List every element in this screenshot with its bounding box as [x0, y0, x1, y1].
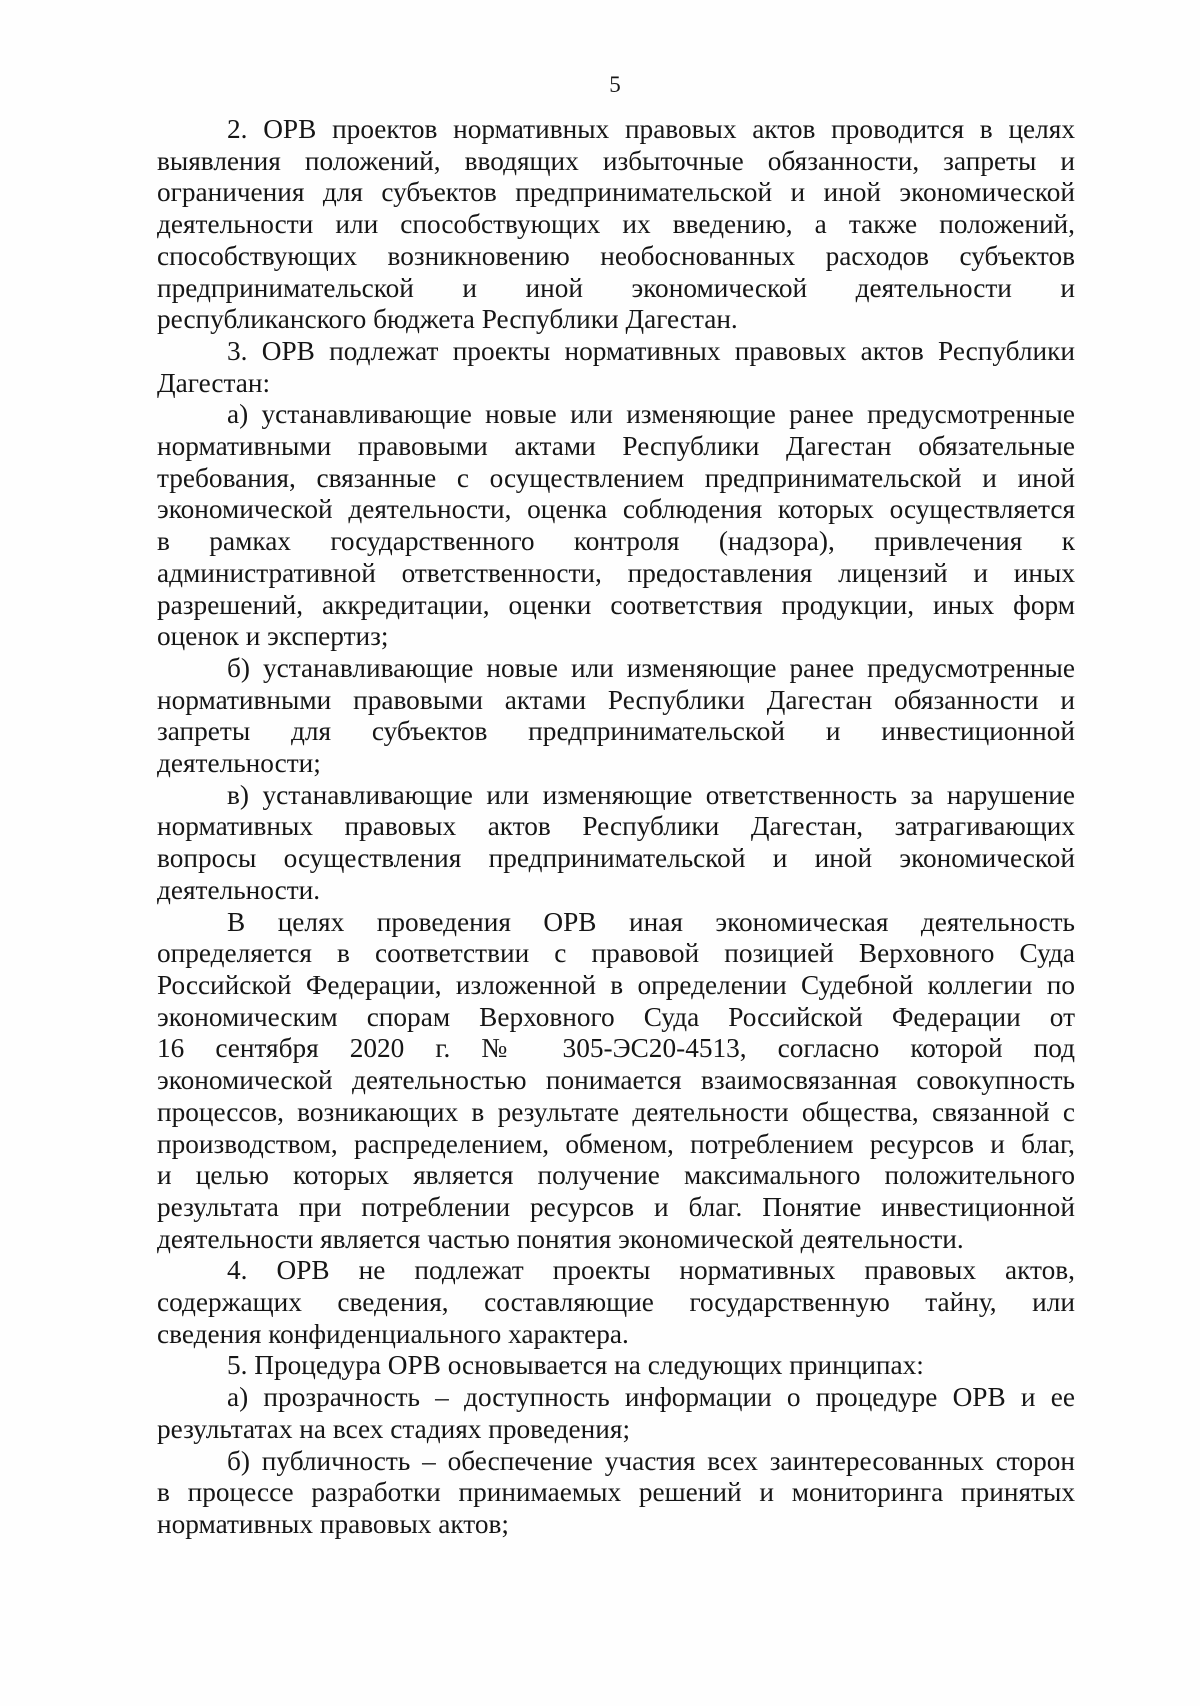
text-line: содержащих сведения, составляющие государственную тайну, или — [157, 1287, 1075, 1318]
page-number: 5 — [609, 72, 621, 97]
text-line: деятельности; — [157, 748, 321, 779]
text-line: 2. ОРВ проектов нормативных правовых актов проводится в целях — [227, 114, 1075, 144]
text-line: 5. Процедура ОРВ основывается на следующих принципах: — [227, 1350, 924, 1381]
text-line: деятельности является частью понятия экономической деятельности. — [157, 1223, 964, 1254]
text-line: результатах на всех стадиях проведения; — [157, 1413, 631, 1444]
text-line: нормативными правовыми актами Республики Дагестан обязанности и — [157, 684, 1075, 715]
paragraph — [157, 1446, 1075, 1541]
text-line: результата при потреблении ресурсов и благ. Понятие инвестиционной — [157, 1191, 1075, 1222]
text-line: в процессе разработки принимаемых решений и мониторинга принятых — [157, 1477, 1075, 1508]
text-line: Дагестан: — [157, 367, 271, 398]
paragraph — [157, 1382, 1075, 1445]
text-line: экономической деятельности, оценка соблюдения которых осуществляется — [157, 494, 1075, 525]
paragraph — [157, 1350, 1075, 1382]
text-line: б) публичность – обеспечение участия всех заинтересованных сторон — [227, 1445, 1075, 1476]
text-line: 4. ОРВ не подлежат проекты нормативных правовых актов, — [227, 1255, 1075, 1286]
text-line: Российской Федерации, изложенной в определении Судебной коллегии по — [157, 969, 1075, 1000]
text-line: республиканского бюджета Республики Дагестан. — [157, 304, 738, 335]
paragraph — [157, 114, 1075, 336]
text-line: б) устанавливающие новые или изменяющие ранее предусмотренные — [227, 652, 1075, 683]
text-line: предпринимательской и иной экономической деятельности и — [157, 272, 1075, 303]
text-line: и целью которых является получение максимального положительного — [157, 1160, 1075, 1191]
text-line: административной ответственности, предоставления лицензий и иных — [157, 557, 1075, 588]
text-line: способствующих возникновению необоснованных расходов субъектов — [157, 240, 1075, 271]
text-line: нормативных правовых актов Республики Дагестан, затрагивающих — [157, 811, 1075, 842]
text-line: экономическим спорам Верховного Суда Российской Федерации от — [157, 1001, 1075, 1032]
document-body — [157, 114, 1075, 1541]
text-line: процессов, возникающих в результате деятельности общества, связанной с — [157, 1096, 1075, 1127]
text-line: требования, связанные с осуществлением предпринимательской и иной — [157, 462, 1075, 493]
text-line: В целях проведения ОРВ иная экономическая деятельность — [227, 906, 1075, 937]
text-line: деятельности или способствующих их введению, а также положений, — [157, 209, 1075, 240]
paragraph — [157, 780, 1075, 907]
text-line: нормативными правовыми актами Республики Дагестан обязательные — [157, 431, 1075, 462]
text-line: а) прозрачность – доступность информации о процедуре ОРВ и ее — [227, 1382, 1075, 1413]
text-line: сведения конфиденциального характера. — [157, 1318, 629, 1349]
paragraph — [157, 399, 1075, 653]
text-line: экономической деятельностью понимается взаимосвязанная совокупность — [157, 1065, 1075, 1096]
text-line: выявления положений, вводящих избыточные обязанности, запреты и — [157, 145, 1075, 176]
text-line: определяется в соответствии с правовой позицией Верховного Суда — [157, 938, 1075, 969]
text-line: а) устанавливающие новые или изменяющие ранее предусмотренные — [227, 399, 1075, 430]
paragraph — [157, 336, 1075, 399]
text-line: вопросы осуществления предпринимательской и иной экономической — [157, 843, 1075, 874]
paragraph — [157, 1255, 1075, 1350]
text-line: в рамках государственного контроля (надзора), привлечения к — [157, 526, 1075, 557]
text-line: 16 сентября 2020 г. № 305-ЭС20-4513, согласно которой под — [157, 1033, 1075, 1064]
paragraph — [157, 907, 1075, 1256]
text-line: производством, распределением, обменом, потреблением ресурсов и благ, — [157, 1128, 1075, 1159]
text-line: оценок и экспертиз; — [157, 621, 389, 652]
text-line: в) устанавливающие или изменяющие ответственность за нарушение — [227, 779, 1075, 810]
paragraph — [157, 653, 1075, 780]
text-line: 3. ОРВ подлежат проекты нормативных правовых актов Республики — [227, 335, 1075, 366]
text-line: нормативных правовых актов; — [157, 1508, 509, 1539]
text-line: запреты для субъектов предпринимательской и инвестиционной — [157, 716, 1075, 747]
text-line: разрешений, аккредитации, оценки соответствия продукции, иных форм — [157, 589, 1075, 620]
text-line: ограничения для субъектов предпринимательской и иной экономической — [157, 177, 1075, 208]
text-line: деятельности. — [157, 874, 321, 905]
